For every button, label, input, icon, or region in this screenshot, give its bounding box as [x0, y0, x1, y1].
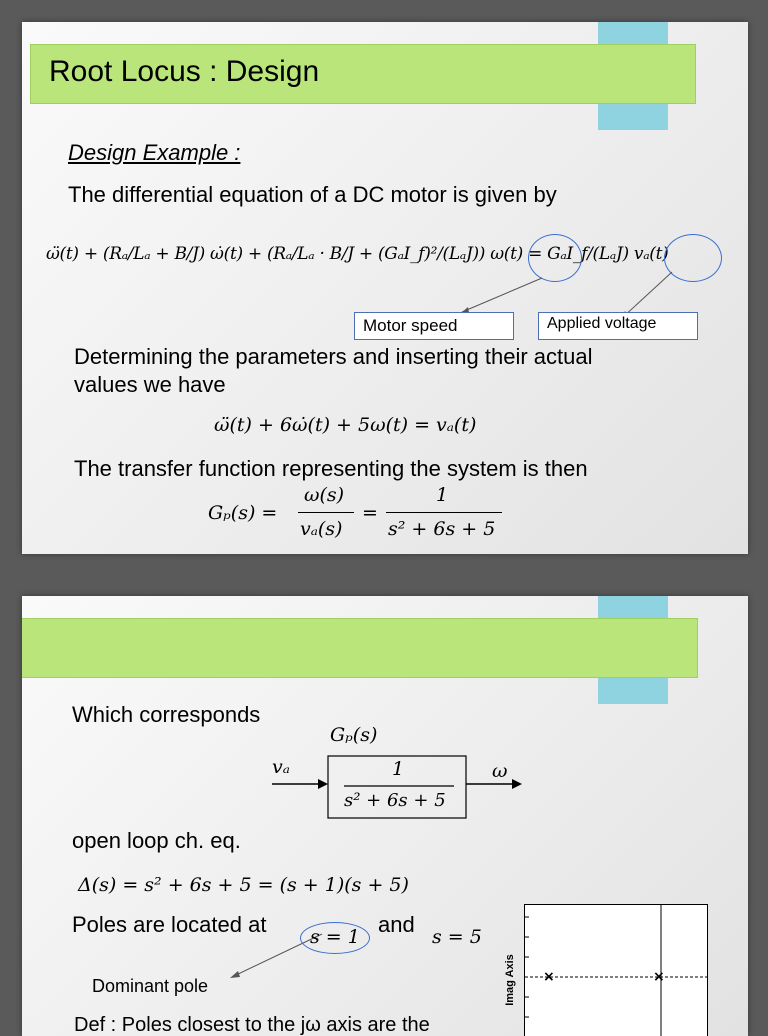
block-label: Gₚ(s) [330, 724, 378, 746]
determining-text-line1: Determining the parameters and inserting their actual [74, 344, 593, 369]
tf-equals: = [362, 502, 378, 524]
pole-marker-right: × [653, 969, 665, 985]
block-input-label: vₐ [272, 756, 290, 778]
transfer-function-text: The transfer function representing the system is then [74, 456, 588, 481]
pole1-value: s = 1 [310, 926, 360, 948]
root-locus-plot [524, 904, 708, 1036]
which-corresponds-text: Which corresponds [72, 702, 261, 727]
design-example-heading: Design Example : [68, 140, 241, 165]
tf-right-fraction-bar [386, 512, 502, 513]
determining-text-line2: values we have [74, 372, 226, 397]
motor-differential-equation: ω̈(t) + (Rₐ/Lₐ + B/J) ω̇(t) + (Rₐ/Lₐ · B/J + (GₐI_f)²/(LₐJ)) ω(t) = GₐI_f/(LₐJ) vₐ(t) [46, 244, 669, 264]
definition-text: Def : Poles closest to the jω axis are the [74, 1014, 430, 1036]
slide-1 [22, 22, 748, 554]
tf-right-numerator: 1 [436, 484, 449, 506]
block-numerator: 1 [392, 758, 405, 780]
tf-mid-denominator: vₐ(s) [300, 518, 343, 540]
pole2-value: s = 5 [432, 926, 482, 948]
and-text: and [378, 912, 415, 937]
numeric-equation: ω̈(t) + 6ω̇(t) + 5ω(t) = vₐ(t) [214, 414, 477, 436]
dominant-pole-label: Dominant pole [92, 976, 209, 996]
characteristic-equation: Δ(s) = s² + 6s + 5 = (s + 1)(s + 5) [78, 874, 409, 896]
tf-lhs: Gₚ(s) = [208, 502, 278, 524]
block-output-label: ω [492, 760, 508, 782]
intro-text: The differential equation of a DC motor is given by [68, 182, 557, 207]
slide-title: Root Locus : Design [49, 55, 320, 88]
open-loop-text: open loop ch. eq. [72, 828, 241, 853]
tf-right-denominator: s² + 6s + 5 [388, 518, 496, 540]
applied-voltage-callout: Applied voltage [538, 312, 698, 340]
slide-2 [22, 596, 748, 1036]
motor-speed-callout: Motor speed [354, 312, 514, 340]
plot-y-axis-label: Imag Axis [503, 954, 516, 1006]
root-locus-axes [525, 905, 707, 1036]
poles-text: Poles are located at [72, 912, 267, 937]
tf-mid-fraction-bar [298, 512, 354, 513]
pole-marker-left: × [543, 969, 555, 985]
block-denominator: s² + 6s + 5 [344, 790, 446, 811]
tf-mid-numerator: ω(s) [304, 484, 345, 506]
